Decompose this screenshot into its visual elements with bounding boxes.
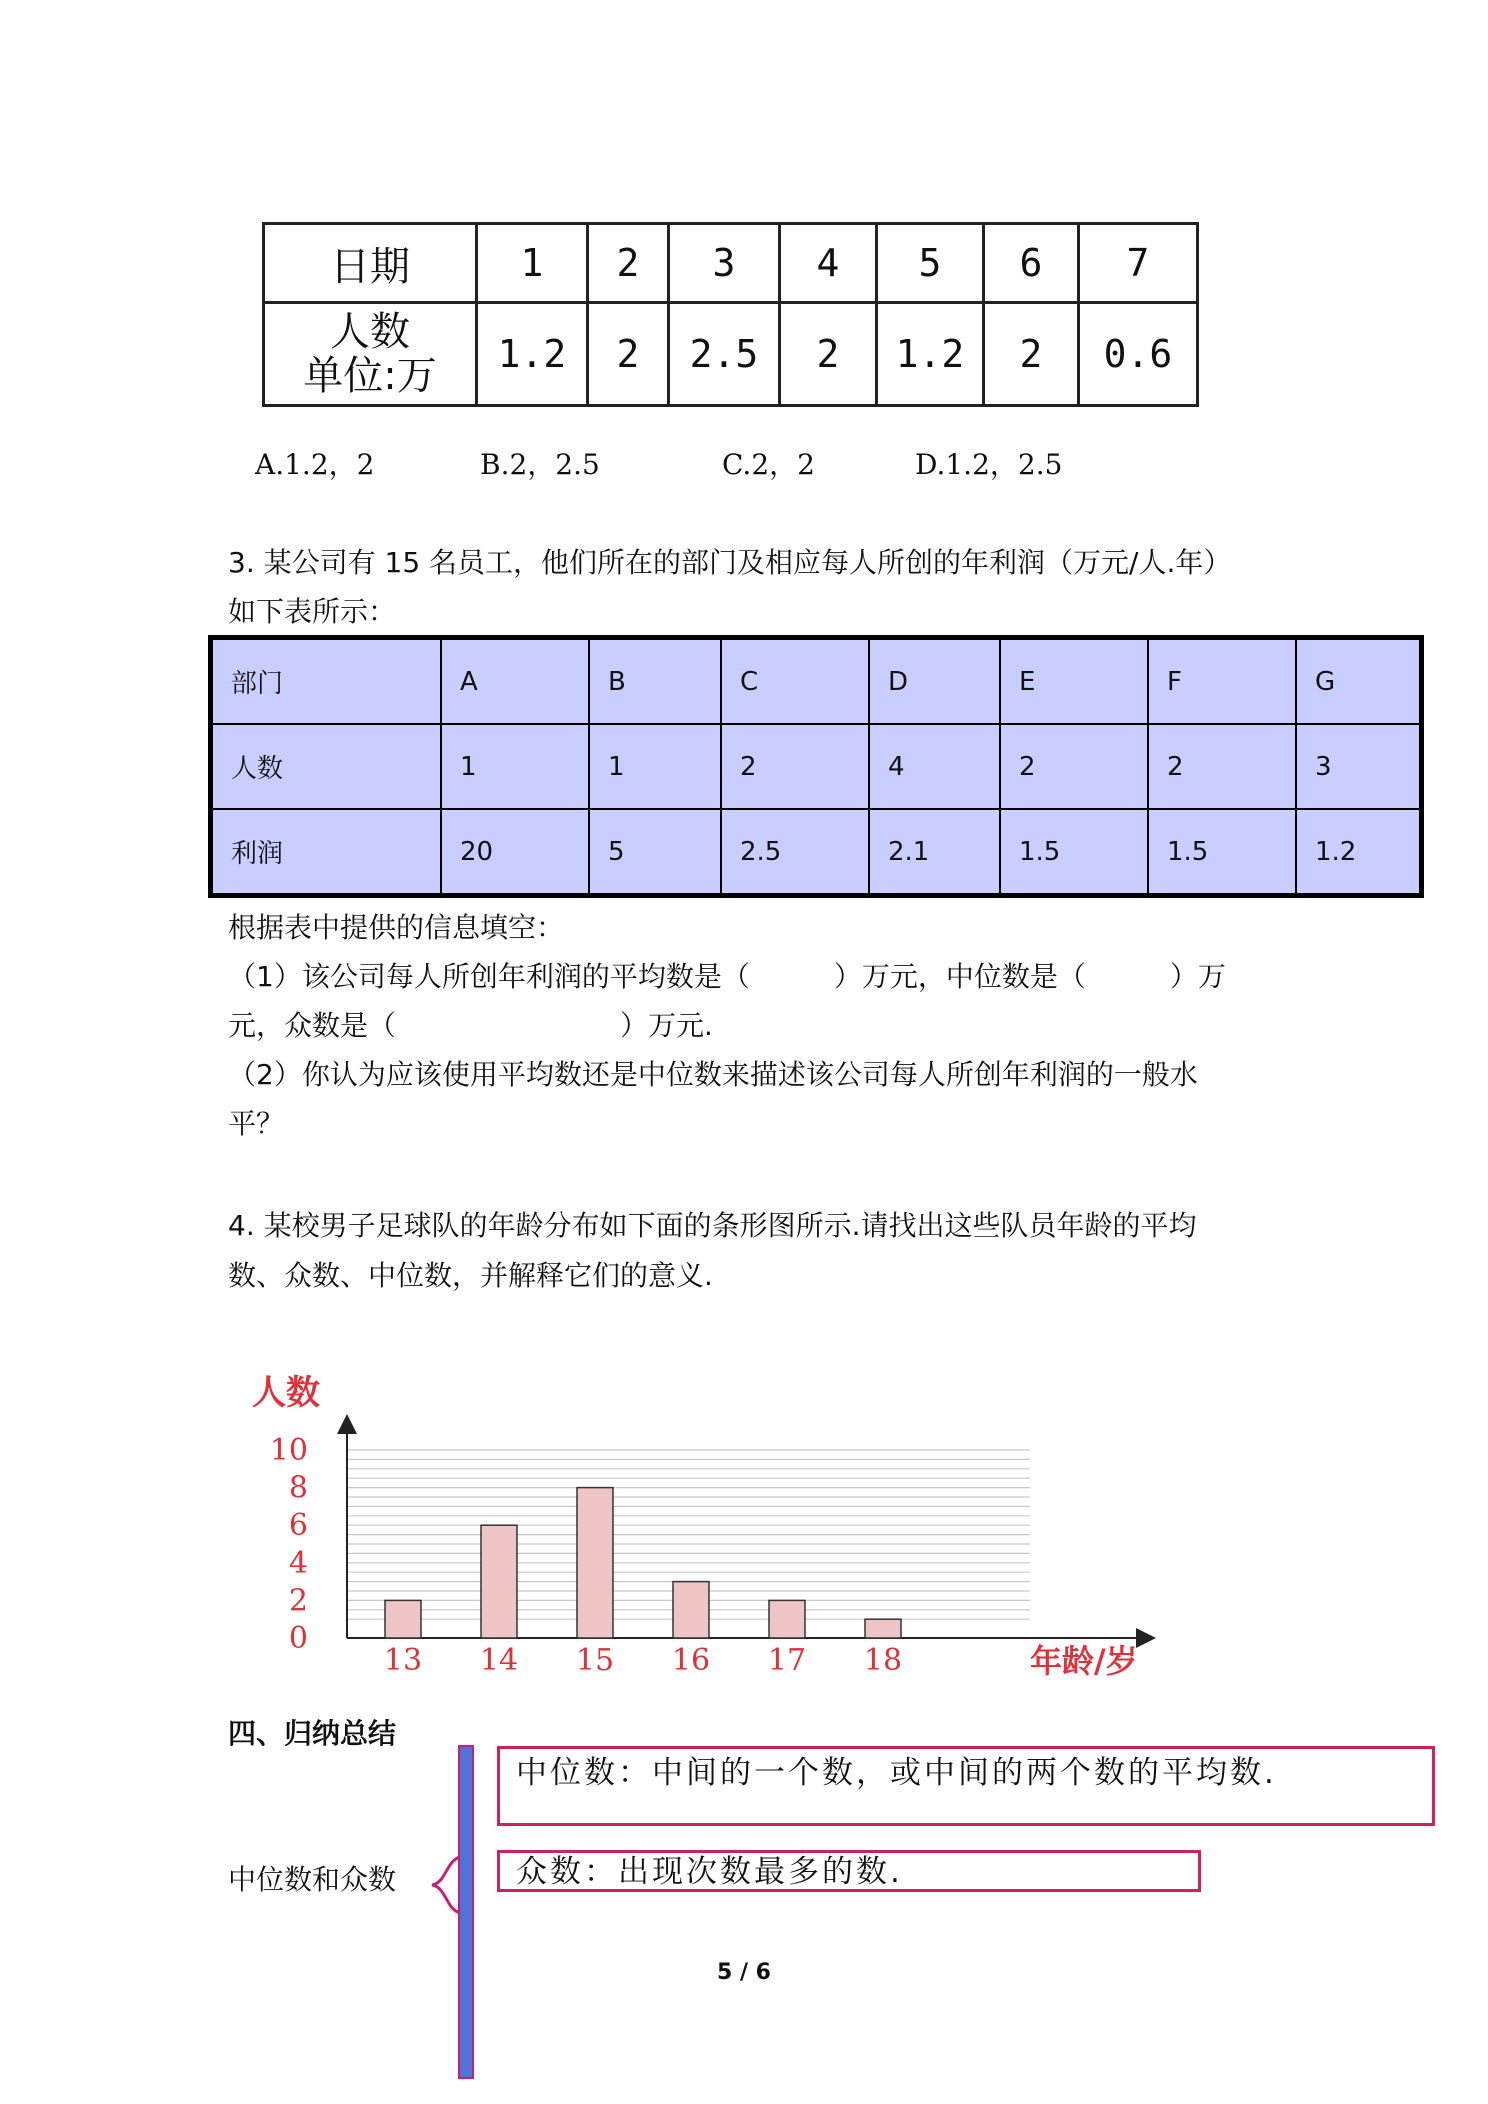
age-bar-chart [240,1370,1180,1690]
summary-left-label: 中位数和众数 [228,1863,397,1896]
option-d: D.1.2，2.5 [915,448,1063,481]
table1-day: 6 [984,224,1079,303]
y-tick-label: 8 [288,1470,308,1506]
department-profit-table [208,635,1424,898]
bar-15 [577,1488,613,1638]
table1-row-label-line2: 单位:万 [303,353,437,399]
table1-value: 0.6 [1079,303,1198,406]
t2-cell: 5 [589,809,721,896]
table1-value: 2 [984,303,1079,406]
table1-header-label: 日期 [264,224,477,303]
t2-header: F [1148,638,1296,725]
table1-value: 1.2 [477,303,588,406]
t2-cell: 2.5 [721,809,869,896]
t2-header: B [589,638,721,725]
t2-cell: 2 [721,724,869,809]
t2-header: E [1000,638,1148,725]
mode-definition-box: 众数：出现次数最多的数. [497,1850,1201,1892]
t2-cell: 4 [869,724,1000,809]
table-row [211,809,1422,896]
y-tick-label: 10 [269,1433,308,1468]
chart-x-ticks [384,1643,902,1678]
bar-13 [385,1600,421,1638]
table1-day: 5 [877,224,984,303]
q4-line2: 数、众数、中位数，并解释它们的意义. [228,1259,713,1292]
x-tick-label: 14 [479,1643,519,1678]
t2-header: G [1296,638,1422,725]
x-tick-label: 15 [575,1643,615,1678]
t2-header: A [441,638,589,725]
page-number: 5 / 6 [717,1960,771,1985]
bar-16 [673,1582,709,1638]
t2-header: C [721,638,869,725]
q3-after4: （2）你认为应该使用平均数还是中位数来描述该公司每人所创年利润的一般水 [228,1058,1198,1091]
option-b: B.2，2.5 [480,448,600,481]
y-axis-label: 人数 [252,1373,320,1413]
q3-line2: 如下表所示： [228,595,397,628]
t2-cell: 1 [441,724,589,809]
x-tick-label: 16 [671,1643,711,1678]
x-tick-label: 18 [863,1643,903,1678]
table1-value: 1.2 [877,303,984,406]
bar-14 [481,1525,517,1638]
summary-heading: 四、归纳总结 [228,1717,397,1750]
q3-after5: 平？ [228,1107,285,1140]
table1-row-label-line1: 人数 [330,309,410,355]
table1-day: 3 [669,224,780,303]
table1-value: 2 [780,303,877,406]
table1-day: 7 [1079,224,1198,303]
chart-y-ticks [270,1433,308,1656]
t2-cell: 2 [1148,724,1296,809]
q4-line1: 4. 某校男子足球队的年龄分布如下面的条形图所示.请找出这些队员年龄的平均 [228,1209,1197,1242]
option-a: A.1.2，2 [255,448,375,481]
q3-after1: 根据表中提供的信息填空： [228,911,565,944]
t2-cell: 1.5 [1148,809,1296,896]
median-definition-box: 中位数：中间的一个数，或中间的两个数的平均数. [497,1746,1435,1826]
bar-18 [865,1619,901,1638]
x-axis-label: 年龄/岁 [1030,1642,1138,1680]
q3-line1: 3. 某公司有 15 名员工，他们所在的部门及相应每人所创的年利润（万元/人.年） [228,546,1232,579]
table-row [211,724,1422,809]
q3-after3: 元，众数是（ ）万元. [228,1009,713,1042]
t2-cell: 20 [441,809,589,896]
bar-17 [769,1600,805,1638]
t2-cell: 1.2 [1296,809,1422,896]
t2-cell: 3 [1296,724,1422,809]
t2-cell: 利润 [211,809,442,896]
t2-cell: 2 [1000,724,1148,809]
table1-day: 2 [588,224,669,303]
t2-cell: 1.5 [1000,809,1148,896]
y-tick-label: 2 [288,1583,308,1619]
y-tick-label: 6 [288,1508,308,1544]
t2-header: D [869,638,1000,725]
table1-row-label [264,303,477,406]
t2-cell: 2.1 [869,809,1000,896]
x-tick-label: 13 [383,1643,423,1678]
table1-value: 2.5 [669,303,780,406]
t2-cell: 人数 [211,724,442,809]
table1-value: 2 [588,303,669,406]
y-tick-label: 0 [288,1621,308,1656]
t2-cell: 1 [589,724,721,809]
t2-header: 部门 [211,638,442,725]
brace-notch [428,1855,462,1915]
y-tick-label: 4 [288,1545,308,1581]
table1-day: 4 [780,224,877,303]
x-tick-label: 17 [767,1643,807,1678]
option-c: C.2，2 [722,448,815,481]
q3-after2: （1）该公司每人所创年利润的平均数是（ ）万元，中位数是（ ）万 [228,960,1226,993]
table1-day: 1 [477,224,588,303]
daily-visitors-table [262,222,1199,407]
